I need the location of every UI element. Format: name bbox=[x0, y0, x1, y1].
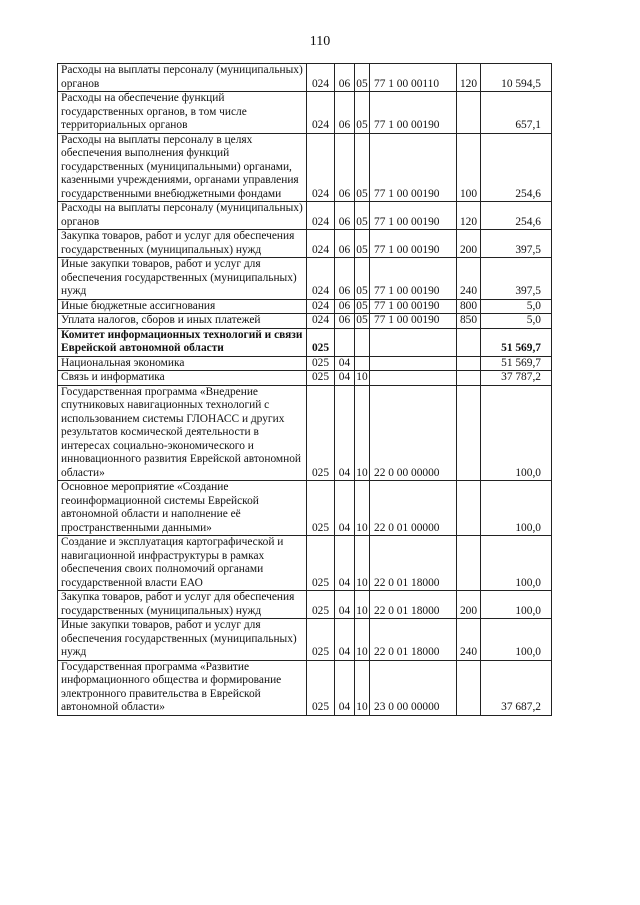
table-row bbox=[58, 385, 552, 481]
row-amount-cell: 100,0 bbox=[481, 385, 552, 481]
row-subsection-code-cell: 10 bbox=[355, 536, 370, 591]
row-expense-type-cell bbox=[457, 481, 481, 536]
row-target-article-cell bbox=[370, 371, 457, 386]
row-amount-cell: 100,0 bbox=[481, 591, 552, 619]
row-section-code-cell: 06 bbox=[335, 230, 355, 258]
row-ministry-code-cell: 025 bbox=[307, 356, 335, 371]
row-name-cell: Иные бюджетные ассигнования bbox=[58, 299, 307, 314]
row-ministry-code-cell: 024 bbox=[307, 64, 335, 92]
row-target-article-cell: 77 1 00 00190 bbox=[370, 299, 457, 314]
row-subsection-code-cell bbox=[355, 356, 370, 371]
row-subsection-code-cell: 10 bbox=[355, 385, 370, 481]
row-ministry-code-cell: 025 bbox=[307, 481, 335, 536]
row-amount-cell: 10 594,5 bbox=[481, 64, 552, 92]
row-section-code-cell: 04 bbox=[335, 619, 355, 661]
table-row bbox=[58, 92, 552, 134]
table-row bbox=[58, 299, 552, 314]
row-name-cell: Закупка товаров, работ и услуг для обеспечения государственных (муниципальных) нужд bbox=[58, 230, 307, 258]
row-ministry-code-cell: 025 bbox=[307, 536, 335, 591]
row-section-code-cell: 06 bbox=[335, 64, 355, 92]
row-ministry-code-cell: 025 bbox=[307, 619, 335, 661]
row-subsection-code-cell: 10 bbox=[356, 371, 368, 383]
row-name-cell: Иные закупки товаров, работ и услуг для обеспечения государственных (муниципальных) нужд bbox=[58, 619, 307, 661]
row-name-cell: Государственная программа «Развитие информационного общества и формирование электронного правительства в Еврейской автономной области» bbox=[58, 660, 307, 715]
table-row bbox=[58, 328, 552, 356]
row-expense-type-cell: 200 bbox=[457, 230, 481, 258]
table-row bbox=[58, 133, 552, 202]
row-section-code-cell bbox=[335, 328, 355, 356]
row-name-cell: Закупка товаров, работ и услуг для обеспечения государственных (муниципальных) нужд bbox=[58, 591, 307, 619]
row-subsection-code-cell: 10 bbox=[355, 660, 370, 715]
row-amount-cell: 657,1 bbox=[481, 92, 552, 134]
row-subsection-code-cell: 05 bbox=[355, 64, 370, 92]
row-amount-cell: 5,0 bbox=[481, 314, 552, 329]
row-subsection-code-cell: 05 bbox=[355, 202, 370, 230]
row-target-article-cell: 77 1 00 00190 bbox=[370, 92, 457, 134]
row-expense-type-cell bbox=[457, 385, 481, 481]
row-subsection-code-cell: 05 bbox=[356, 299, 368, 312]
table-row bbox=[58, 230, 552, 258]
table-row bbox=[58, 591, 552, 619]
row-name-cell: Расходы на выплаты персоналу (муниципальных) органов bbox=[58, 64, 307, 92]
row-target-article-cell: 77 1 00 00190 bbox=[370, 230, 457, 258]
row-expense-type-cell bbox=[457, 536, 481, 591]
table-row bbox=[58, 536, 552, 591]
row-target-article-cell: 22 0 01 18000 bbox=[370, 536, 457, 591]
row-expense-type-cell bbox=[457, 92, 481, 134]
row-expense-type-cell bbox=[457, 371, 481, 386]
row-subsection-code-cell: 05 bbox=[356, 314, 368, 326]
row-amount-cell: 100,0 bbox=[481, 536, 552, 591]
row-name-cell: Государственная программа «Внедрение спутниковых навигационных технологий с использованием системы ГЛОНАСС и других результатов космической деятельности в интересах социально-экономического и инновационного развития Еврейской автономной области» bbox=[58, 385, 307, 481]
row-section-code-cell: 04 bbox=[335, 660, 355, 715]
row-ministry-code-cell: 024 bbox=[307, 314, 335, 329]
row-expense-type-cell bbox=[457, 660, 481, 715]
row-ministry-code-cell: 025 bbox=[307, 328, 335, 356]
table-row bbox=[58, 356, 552, 371]
row-subsection-code-cell: 05 bbox=[355, 133, 370, 202]
row-ministry-code-cell: 025 bbox=[307, 371, 335, 386]
row-expense-type-cell: 850 bbox=[457, 314, 481, 329]
row-expense-type-cell bbox=[457, 328, 481, 356]
row-target-article-cell bbox=[370, 356, 457, 371]
row-target-article-cell: 22 0 01 00000 bbox=[370, 481, 457, 536]
row-section-code-cell: 04 bbox=[335, 385, 355, 481]
row-amount-cell: 254,6 bbox=[481, 133, 552, 202]
row-ministry-code-cell: 024 bbox=[307, 299, 335, 314]
row-name-cell: Основное мероприятие «Создание геоинформационной системы Еврейской автономной области и наполнение её пространственными данными» bbox=[58, 481, 307, 536]
row-name-cell: Иные закупки товаров, работ и услуг для обеспечения государственных (муниципальных) нужд bbox=[58, 258, 307, 300]
row-ministry-code-cell: 024 bbox=[307, 202, 335, 230]
table-row bbox=[58, 202, 552, 230]
row-target-article-cell: 77 1 00 00190 bbox=[370, 202, 457, 230]
row-target-article-cell: 23 0 00 00000 bbox=[370, 660, 457, 715]
row-expense-type-cell: 120 bbox=[457, 64, 481, 92]
row-ministry-code-cell: 024 bbox=[307, 92, 335, 134]
row-subsection-code-cell bbox=[355, 328, 370, 356]
row-section-code-cell: 06 bbox=[335, 92, 355, 134]
row-section-code-cell: 04 bbox=[335, 356, 355, 371]
row-target-article-cell: 22 0 00 00000 bbox=[370, 385, 457, 481]
row-expense-type-cell: 240 bbox=[457, 619, 481, 661]
row-target-article-cell: 77 1 00 00110 bbox=[370, 64, 457, 92]
row-amount-cell: 51 569,7 bbox=[481, 356, 552, 371]
row-ministry-code-cell: 024 bbox=[307, 258, 335, 300]
row-target-article-cell: 22 0 01 18000 bbox=[370, 591, 457, 619]
row-target-article-cell bbox=[370, 328, 457, 356]
row-section-code-cell: 06 bbox=[335, 258, 355, 300]
budget-table-body bbox=[58, 64, 552, 716]
row-section-code-cell: 06 bbox=[335, 314, 355, 329]
row-amount-cell: 100,0 bbox=[481, 619, 552, 661]
row-ministry-code-cell: 024 bbox=[307, 133, 335, 202]
row-ministry-code-cell: 025 bbox=[307, 591, 335, 619]
row-expense-type-cell: 120 bbox=[457, 202, 481, 230]
table-row bbox=[58, 64, 552, 92]
row-section-code-cell: 06 bbox=[335, 202, 355, 230]
row-name-cell: Связь и информатика bbox=[58, 371, 307, 386]
row-target-article-cell: 22 0 01 18000 bbox=[370, 619, 457, 661]
row-section-code-cell: 04 bbox=[335, 536, 355, 591]
row-name-cell: Расходы на выплаты персоналу в целях обеспечения выполнения функций государственных (муниципальными) органами, казенными учреждениями, органами управления государственными внебюджетными фондами bbox=[58, 133, 307, 202]
row-target-article-cell: 77 1 00 00190 bbox=[370, 314, 457, 329]
row-name-cell: Создание и эксплуатация картографической и навигационной инфраструктуры в рамках обеспечения своих полномочий органами государственной власти ЕАО bbox=[58, 536, 307, 591]
row-section-code-cell: 04 bbox=[335, 481, 355, 536]
page-number: 110 bbox=[309, 34, 331, 49]
row-subsection-code-cell: 05 bbox=[355, 92, 370, 134]
row-ministry-code-cell: 025 bbox=[307, 660, 335, 715]
row-section-code-cell: 04 bbox=[335, 591, 355, 619]
row-target-article-cell: 77 1 00 00190 bbox=[370, 258, 457, 300]
row-subsection-code-cell: 05 bbox=[355, 258, 370, 300]
row-subsection-code-cell: 10 bbox=[355, 591, 370, 619]
table-row bbox=[58, 619, 552, 661]
row-amount-cell: 51 569,7 bbox=[481, 328, 552, 356]
table-row bbox=[58, 660, 552, 715]
row-name-cell: Уплата налогов, сборов и иных платежей bbox=[58, 314, 307, 329]
row-ministry-code-cell: 025 bbox=[307, 385, 335, 481]
budget-table bbox=[57, 63, 552, 716]
table-row bbox=[58, 371, 552, 386]
row-name-cell: Расходы на обеспечение функций государственных органов, в том числе территориальных органов bbox=[58, 92, 307, 134]
row-name-cell: Национальная экономика bbox=[58, 356, 307, 371]
row-amount-cell: 37 787,2 bbox=[481, 371, 552, 386]
row-amount-cell: 5,0 bbox=[481, 299, 552, 314]
table-row bbox=[58, 258, 552, 300]
row-subsection-code-cell: 05 bbox=[355, 230, 370, 258]
row-expense-type-cell bbox=[457, 356, 481, 371]
row-section-code-cell: 06 bbox=[335, 133, 355, 202]
table-row bbox=[58, 314, 552, 329]
row-subsection-code-cell: 10 bbox=[355, 619, 370, 661]
row-expense-type-cell: 800 bbox=[457, 299, 481, 314]
row-target-article-cell: 77 1 00 00190 bbox=[370, 133, 457, 202]
row-ministry-code-cell: 024 bbox=[307, 230, 335, 258]
row-section-code-cell: 04 bbox=[335, 371, 355, 386]
row-expense-type-cell: 200 bbox=[457, 591, 481, 619]
table-row bbox=[58, 481, 552, 536]
row-subsection-code-cell: 10 bbox=[355, 481, 370, 536]
row-amount-cell: 37 687,2 bbox=[481, 660, 552, 715]
row-amount-cell: 100,0 bbox=[481, 481, 552, 536]
row-name-cell: Комитет информационных технологий и связи Еврейской автономной области bbox=[58, 328, 307, 356]
row-amount-cell: 397,5 bbox=[481, 230, 552, 258]
row-section-code-cell: 06 bbox=[335, 299, 355, 314]
row-amount-cell: 397,5 bbox=[481, 258, 552, 300]
row-expense-type-cell: 100 bbox=[457, 133, 481, 202]
row-name-cell: Расходы на выплаты персоналу (муниципальных) органов bbox=[58, 202, 307, 230]
row-amount-cell: 254,6 bbox=[481, 202, 552, 230]
row-expense-type-cell: 240 bbox=[457, 258, 481, 300]
